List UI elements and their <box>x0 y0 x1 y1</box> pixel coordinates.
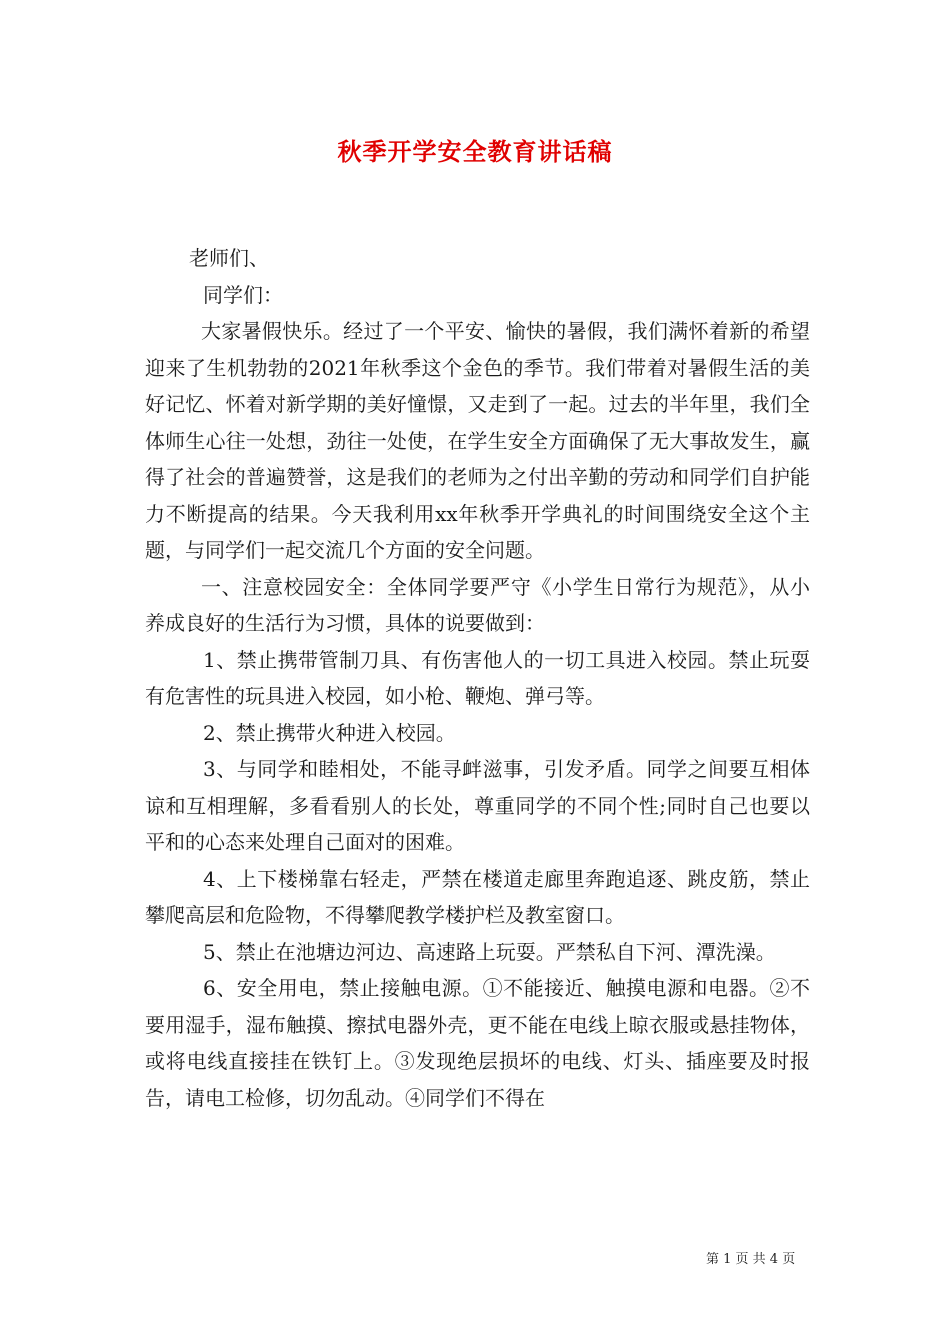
salutation-students: 同学们： <box>203 282 283 307</box>
document-title: 秋季开学安全教育讲话稿 <box>337 137 613 166</box>
paragraph-item-4: 4、上下楼梯靠右轻走，严禁在楼道走廊里奔跑追逐、跳皮筋，禁止攀爬高层和危险物，不得攀爬教学楼护栏及教室窗口。 <box>145 866 810 927</box>
page-footer: 第 1 页 共 4 页 <box>706 1252 796 1267</box>
paragraph-item-3: 3、与同学和睦相处，不能寻衅滋事，引发矛盾。同学之间要互相体谅和互相理解，多看看别人的长处，尊重同学的不同个性;同时自己也要以平和的心态来处理自己面对的困难。 <box>145 757 810 854</box>
paragraph-item-6: 6、安全用电，禁止接触电源。①不能接近、触摸电源和电器。②不要用湿手，湿布触摸、擦拭电器外壳，更不能在电线上晾衣服或悬挂物体，或将电线直接挂在铁钉上。③发现绝层损坏的电线、灯头、插座要及时报告，请电工检修，切勿乱动。④同学们不得在 <box>145 976 810 1110</box>
paragraph-section-1: 一、注意校园安全：全体同学要严守《小学生日常行为规范》，从小养成良好的生活行为习惯，具体的说要做到： <box>145 574 810 635</box>
paragraph-item-1: 1、禁止携带管制刀具、有伤害他人的一切工具进入校园。禁止玩耍有危害性的玩具进入校园，如小枪、鞭炮、弹弓等。 <box>145 647 810 708</box>
paragraph-intro: 大家暑假快乐。经过了一个平安、愉快的暑假，我们满怀着新的希望迎来了生机勃勃的2021年秋季这个金色的季节。我们带着对暑假生活的美好记忆、怀着对新学期的美好憧憬，又走到了一起。过去的半年里，我们全体师生心往一处想，劲往一处使，在学生安全方面确保了无大事故发生，赢得了社会的普遍赞誉，这是我们的老师为之付出辛勤的劳动和同学们自护能力不断提高的结果。今天我利用xx年秋季开学典礼的时间围绕安全这个主题，与同学们一起交流几个方面的安全问题。 <box>145 319 810 562</box>
document-body <box>145 240 810 1116</box>
paragraph-item-2: 2、禁止携带火种进入校园。 <box>203 720 456 745</box>
salutation-teachers: 老师们、 <box>189 246 269 270</box>
paragraph-item-5: 5、禁止在池塘边河边、高速路上玩耍。严禁私自下河、潭洗澡。 <box>203 939 776 964</box>
